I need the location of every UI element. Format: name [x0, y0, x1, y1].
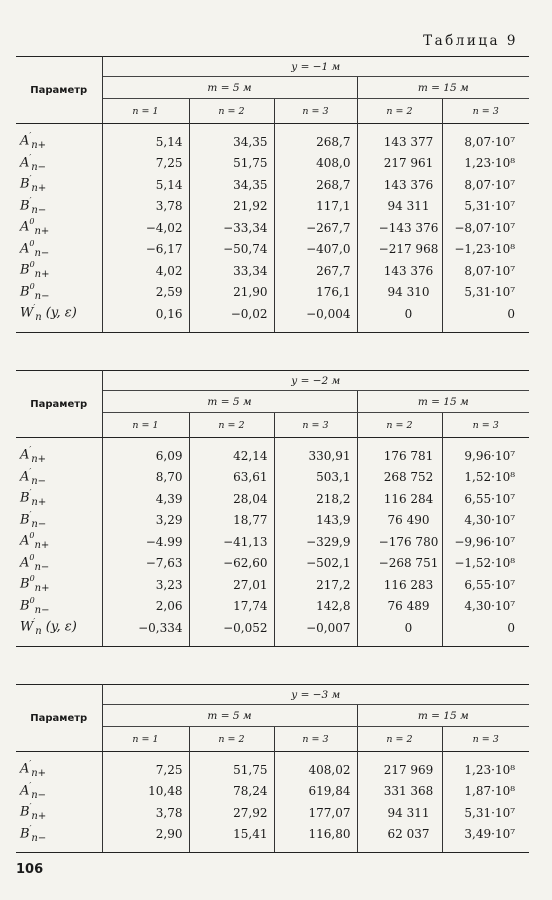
- symbol-arguments: (y, ε): [41, 619, 77, 635]
- value-cell: 18,77: [189, 510, 274, 532]
- value-cell: −6,17: [102, 239, 189, 261]
- table-row: [16, 802, 529, 824]
- value-cell: 1,87·10⁸: [464, 784, 516, 799]
- parameter-symbol: [16, 824, 102, 846]
- table-row: [16, 260, 529, 282]
- value-cell: 330,91: [274, 445, 357, 467]
- symbol-superscript: ′: [29, 780, 32, 790]
- table-row: [16, 596, 529, 618]
- n-column-header: n = 2: [357, 727, 442, 752]
- value-cell: 6,55·10⁷: [464, 577, 516, 592]
- symbol-superscript: 0: [29, 574, 35, 584]
- value-cell: 10,48: [102, 781, 189, 803]
- parameter-symbol: [16, 282, 102, 304]
- parameter-symbol: [16, 467, 102, 489]
- symbol-letter: A: [20, 761, 30, 777]
- value-cell: 331 368: [357, 781, 442, 803]
- value-cell: −4,02: [102, 217, 189, 239]
- value-cell: 94 311: [357, 802, 442, 824]
- table-row: [16, 131, 529, 153]
- value-cell: 268 752: [357, 467, 442, 489]
- n-column-header: n = 3: [472, 733, 499, 745]
- parameter-symbol: [16, 131, 102, 153]
- symbol-superscript: ′: [33, 303, 36, 313]
- m-group-header: m = 5 м: [102, 77, 357, 99]
- parameter-symbol: [16, 174, 102, 196]
- value-cell: 94 310: [357, 282, 442, 304]
- value-cell: 143 376: [357, 174, 442, 196]
- m-group-header: m = 15 м: [357, 77, 529, 99]
- symbol-letter: W: [20, 619, 34, 635]
- value-cell: 34,35: [189, 131, 274, 153]
- symbol-subscript: n+: [34, 226, 50, 238]
- symbol-letter: B: [20, 576, 30, 592]
- value-cell: 94 311: [357, 196, 442, 218]
- parameter-symbol: [16, 510, 102, 532]
- symbol-letter: B: [20, 512, 30, 528]
- value-cell: −217 968: [357, 239, 442, 261]
- value-cell: 142,8: [274, 596, 357, 618]
- symbol-letter: B: [20, 176, 30, 192]
- n-column-header: n = 2: [357, 413, 442, 438]
- value-cell: 4,30·10⁷: [464, 513, 516, 528]
- parameter-symbol: [16, 802, 102, 824]
- table-row: [16, 531, 529, 553]
- y-depth-header: y = −3 м: [102, 685, 529, 705]
- parameter-symbol: [16, 445, 102, 467]
- symbol-subscript: n−: [31, 832, 47, 844]
- value-cell: 7,25: [102, 759, 189, 781]
- value-cell: −502,1: [274, 553, 357, 575]
- value-cell: 5,31·10⁷: [464, 805, 516, 820]
- value-cell: −267,7: [274, 217, 357, 239]
- value-cell: 5,31·10⁷: [464, 285, 516, 300]
- value-cell: 268,7: [274, 131, 357, 153]
- value-cell: 619,84: [274, 781, 357, 803]
- parameter-symbol: [16, 553, 102, 575]
- symbol-superscript: ′: [29, 131, 32, 141]
- value-cell: 0: [507, 620, 516, 635]
- parameter-symbol: [16, 196, 102, 218]
- value-cell: 268,7: [274, 174, 357, 196]
- table-row: [16, 574, 529, 596]
- symbol-letter: A: [20, 447, 30, 463]
- value-cell: 0: [357, 303, 442, 325]
- value-cell: −7,63: [102, 553, 189, 575]
- symbol-superscript: ′: [29, 152, 32, 162]
- table-block-y2: [16, 370, 529, 647]
- m-group-header: m = 5 м: [102, 705, 357, 727]
- symbol-subscript: n: [35, 312, 42, 324]
- table-row: [16, 303, 529, 325]
- value-cell: −329,9: [274, 531, 357, 553]
- value-cell: 42,14: [189, 445, 274, 467]
- symbol-superscript: ′: [29, 195, 32, 205]
- symbol-subscript: n+: [34, 269, 50, 281]
- value-cell: 6,09: [102, 445, 189, 467]
- table-row: [16, 467, 529, 489]
- symbol-letter: B: [20, 490, 30, 506]
- param-column-header: Параметр: [16, 371, 102, 438]
- value-cell: 34,35: [189, 174, 274, 196]
- value-cell: −9,96·10⁷: [454, 534, 516, 549]
- table-row: [16, 781, 529, 803]
- value-cell: 7,25: [102, 153, 189, 175]
- value-cell: −176 780: [357, 531, 442, 553]
- n-column-header: n = 3: [274, 413, 357, 438]
- symbol-superscript: ′: [33, 617, 36, 627]
- symbol-subscript: n+: [34, 583, 50, 595]
- symbol-superscript: 0: [29, 595, 35, 605]
- value-cell: −41,13: [189, 531, 274, 553]
- value-cell: 17,74: [189, 596, 274, 618]
- value-cell: 217 961: [357, 153, 442, 175]
- symbol-superscript: ′: [29, 802, 32, 812]
- value-cell: 0: [507, 306, 516, 321]
- symbol-letter: A: [20, 469, 30, 485]
- value-cell: 176,1: [274, 282, 357, 304]
- table-row: [16, 282, 529, 304]
- symbol-letter: A: [20, 533, 30, 549]
- table-row: [16, 239, 529, 261]
- value-cell: 1,23·10⁸: [464, 156, 516, 171]
- parameter-symbol: [16, 574, 102, 596]
- symbol-subscript: n−: [31, 475, 47, 487]
- symbol-superscript: 0: [29, 238, 35, 248]
- value-cell: −0,334: [102, 617, 189, 639]
- symbol-subscript: n−: [34, 247, 50, 259]
- table-caption: Таблица 9: [423, 33, 518, 49]
- value-cell: 143 377: [357, 131, 442, 153]
- table-row: [16, 759, 529, 781]
- symbol-subscript: n+: [31, 183, 47, 195]
- value-cell: 143,9: [274, 510, 357, 532]
- value-cell: 116,80: [274, 824, 357, 846]
- value-cell: 218,2: [274, 488, 357, 510]
- value-cell: −0,004: [274, 303, 357, 325]
- symbol-subscript: n−: [31, 789, 47, 801]
- value-cell: 217 969: [357, 759, 442, 781]
- symbol-superscript: 0: [29, 217, 35, 227]
- value-cell: 4,39: [102, 488, 189, 510]
- symbol-arguments: (y, ε): [41, 305, 77, 321]
- symbol-letter: A: [20, 133, 30, 149]
- y-depth-header: y = −1 м: [102, 57, 529, 77]
- value-cell: 3,78: [102, 196, 189, 218]
- n-column-header: n = 3: [472, 105, 499, 117]
- n-column-header: n = 3: [274, 727, 357, 752]
- symbol-subscript: n−: [34, 561, 50, 573]
- table-row: [16, 824, 529, 846]
- symbol-subscript: n−: [34, 290, 50, 302]
- param-column-header: Параметр: [16, 57, 102, 124]
- symbol-letter: B: [20, 598, 30, 614]
- symbol-superscript: 0: [29, 281, 35, 291]
- n-column-header: n = 2: [189, 99, 274, 124]
- table-row: [16, 445, 529, 467]
- value-cell: −62,60: [189, 553, 274, 575]
- n-column-header: n = 2: [357, 99, 442, 124]
- parameter-table: [16, 684, 529, 853]
- symbol-subscript: n−: [34, 604, 50, 616]
- value-cell: 5,14: [102, 174, 189, 196]
- parameter-symbol: [16, 239, 102, 261]
- symbol-letter: A: [20, 155, 30, 171]
- parameter-symbol: [16, 617, 102, 639]
- n-column-header: n = 3: [472, 419, 499, 431]
- value-cell: 21,90: [189, 282, 274, 304]
- value-cell: −33,34: [189, 217, 274, 239]
- value-cell: 51,75: [189, 153, 274, 175]
- value-cell: 8,07·10⁷: [464, 263, 516, 278]
- symbol-subscript: n+: [31, 454, 47, 466]
- value-cell: −0,052: [189, 617, 274, 639]
- value-cell: −1,52·10⁸: [454, 556, 516, 571]
- value-cell: 21,92: [189, 196, 274, 218]
- value-cell: −143 376: [357, 217, 442, 239]
- symbol-subscript: n+: [31, 811, 47, 823]
- value-cell: −8,07·10⁷: [454, 220, 516, 235]
- table-row: [16, 196, 529, 218]
- symbol-superscript: ′: [29, 823, 32, 833]
- parameter-symbol: [16, 260, 102, 282]
- value-cell: 4,02: [102, 260, 189, 282]
- value-cell: 28,04: [189, 488, 274, 510]
- symbol-subscript: n+: [34, 540, 50, 552]
- value-cell: −407,0: [274, 239, 357, 261]
- value-cell: 4,30·10⁷: [464, 599, 516, 614]
- symbol-letter: A: [20, 555, 30, 571]
- parameter-symbol: [16, 759, 102, 781]
- table-block-y3: [16, 684, 529, 853]
- n-column-header: n = 2: [189, 727, 274, 752]
- parameter-table: [16, 56, 529, 333]
- parameter-symbol: [16, 303, 102, 325]
- value-cell: 15,41: [189, 824, 274, 846]
- value-cell: 33,34: [189, 260, 274, 282]
- symbol-superscript: ′: [29, 174, 32, 184]
- table-row: [16, 617, 529, 639]
- m-group-header: m = 15 м: [357, 705, 529, 727]
- value-cell: 0: [357, 617, 442, 639]
- value-cell: 267,7: [274, 260, 357, 282]
- value-cell: 143 376: [357, 260, 442, 282]
- symbol-superscript: ′: [29, 488, 32, 498]
- parameter-symbol: [16, 531, 102, 553]
- symbol-letter: B: [20, 262, 30, 278]
- n-column-header: n = 2: [189, 413, 274, 438]
- value-cell: −0,007: [274, 617, 357, 639]
- table-row: [16, 174, 529, 196]
- value-cell: 408,02: [274, 759, 357, 781]
- value-cell: 503,1: [274, 467, 357, 489]
- parameter-table: [16, 370, 529, 647]
- symbol-superscript: ′: [29, 445, 32, 455]
- value-cell: 0,16: [102, 303, 189, 325]
- value-cell: 3,23: [102, 574, 189, 596]
- value-cell: 408,0: [274, 153, 357, 175]
- value-cell: −268 751: [357, 553, 442, 575]
- symbol-subscript: n: [35, 626, 42, 638]
- n-column-header: n = 1: [102, 99, 189, 124]
- value-cell: 1,23·10⁸: [464, 762, 516, 777]
- value-cell: 2,59: [102, 282, 189, 304]
- n-column-header: n = 3: [274, 99, 357, 124]
- value-cell: 3,78: [102, 802, 189, 824]
- table-row: [16, 488, 529, 510]
- value-cell: 217,2: [274, 574, 357, 596]
- value-cell: −1,23·10⁸: [454, 242, 516, 257]
- parameter-symbol: [16, 217, 102, 239]
- value-cell: 27,01: [189, 574, 274, 596]
- n-column-header: n = 1: [102, 727, 189, 752]
- y-depth-header: y = −2 м: [102, 371, 529, 391]
- symbol-superscript: 0: [29, 552, 35, 562]
- symbol-subscript: n+: [31, 768, 47, 780]
- symbol-superscript: ′: [29, 759, 32, 769]
- value-cell: 8,70: [102, 467, 189, 489]
- value-cell: 2,90: [102, 824, 189, 846]
- m-group-header: m = 15 м: [357, 391, 529, 413]
- value-cell: −50,74: [189, 239, 274, 261]
- value-cell: 116 284: [357, 488, 442, 510]
- symbol-superscript: ′: [29, 466, 32, 476]
- symbol-superscript: ′: [29, 509, 32, 519]
- value-cell: 3,49·10⁷: [464, 827, 516, 842]
- m-group-header: m = 5 м: [102, 391, 357, 413]
- param-column-header: Параметр: [16, 685, 102, 752]
- value-cell: 9,96·10⁷: [464, 448, 516, 463]
- symbol-subscript: n−: [31, 161, 47, 173]
- value-cell: 117,1: [274, 196, 357, 218]
- value-cell: 76 490: [357, 510, 442, 532]
- value-cell: 8,07·10⁷: [464, 177, 516, 192]
- symbol-letter: B: [20, 826, 30, 842]
- symbol-superscript: 0: [29, 531, 35, 541]
- value-cell: −0,02: [189, 303, 274, 325]
- value-cell: 8,07·10⁷: [464, 134, 516, 149]
- value-cell: 6,55·10⁷: [464, 491, 516, 506]
- table-block-y1: [16, 56, 529, 333]
- value-cell: −4.99: [102, 531, 189, 553]
- value-cell: 177,07: [274, 802, 357, 824]
- n-column-header: n = 1: [102, 413, 189, 438]
- value-cell: 63,61: [189, 467, 274, 489]
- value-cell: 3,29: [102, 510, 189, 532]
- value-cell: 2,06: [102, 596, 189, 618]
- symbol-letter: B: [20, 198, 30, 214]
- symbol-letter: B: [20, 284, 30, 300]
- table-row: [16, 153, 529, 175]
- value-cell: 1,52·10⁸: [464, 470, 516, 485]
- value-cell: 76 489: [357, 596, 442, 618]
- symbol-subscript: n+: [31, 497, 47, 509]
- parameter-symbol: [16, 488, 102, 510]
- symbol-subscript: n−: [31, 518, 47, 530]
- value-cell: 62 037: [357, 824, 442, 846]
- table-row: [16, 217, 529, 239]
- parameter-symbol: [16, 153, 102, 175]
- value-cell: 27,92: [189, 802, 274, 824]
- symbol-letter: W: [20, 305, 34, 321]
- symbol-letter: A: [20, 783, 30, 799]
- symbol-subscript: n+: [31, 140, 47, 152]
- symbol-letter: A: [20, 241, 30, 257]
- value-cell: 5,14: [102, 131, 189, 153]
- value-cell: 176 781: [357, 445, 442, 467]
- parameter-symbol: [16, 596, 102, 618]
- symbol-subscript: n−: [31, 204, 47, 216]
- value-cell: 116 283: [357, 574, 442, 596]
- symbol-letter: B: [20, 804, 30, 820]
- table-row: [16, 510, 529, 532]
- parameter-symbol: [16, 781, 102, 803]
- value-cell: 51,75: [189, 759, 274, 781]
- symbol-letter: A: [20, 219, 30, 235]
- value-cell: 5,31·10⁷: [464, 199, 516, 214]
- table-row: [16, 553, 529, 575]
- value-cell: 78,24: [189, 781, 274, 803]
- symbol-superscript: 0: [29, 260, 35, 270]
- page-number: 106: [16, 862, 44, 877]
